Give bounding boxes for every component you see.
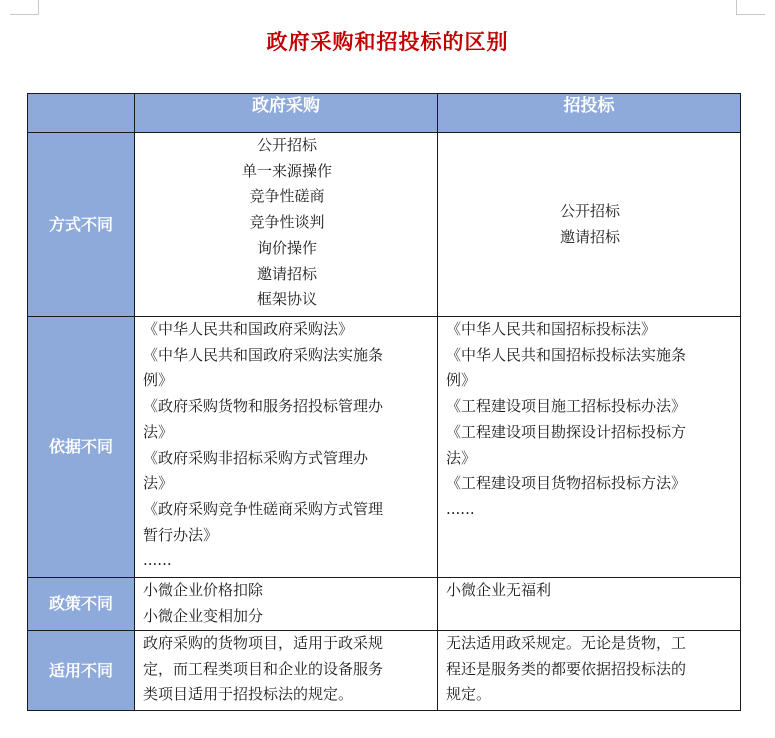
gov-basis-cell bbox=[135, 317, 438, 578]
list-item: 小微企业变相加分 bbox=[143, 606, 264, 625]
gov-method-cell bbox=[135, 133, 438, 317]
list-item: 公开招标 bbox=[559, 201, 620, 220]
list-item: 《中华人民共和国政府采购法》 bbox=[143, 320, 354, 338]
list-item: 法》 bbox=[143, 422, 174, 441]
bid-applicability-cell bbox=[438, 631, 741, 711]
bid-basis-cell bbox=[438, 317, 741, 578]
gov-applicability-cell bbox=[135, 631, 438, 711]
list-item: 小微企业价格扣除 bbox=[143, 581, 264, 599]
list-item: 例》 bbox=[143, 371, 174, 390]
list-item: 规定。 bbox=[446, 685, 492, 704]
gov-policy-cell bbox=[135, 578, 438, 631]
list-item: 竞争性磋商 bbox=[249, 187, 325, 206]
list-item: 竞争性谈判 bbox=[249, 213, 325, 232]
list-item: 例》 bbox=[446, 371, 477, 390]
list-item: 询价操作 bbox=[256, 238, 317, 257]
table-row bbox=[28, 578, 741, 631]
table-header-row bbox=[28, 94, 741, 133]
list-item: 《工程建设项目货物招标投标方法》 bbox=[446, 474, 687, 493]
page-corner-mark-right bbox=[736, 0, 765, 15]
row-label-basis: 依据不同 bbox=[28, 317, 135, 578]
list-item: 《中华人民共和国招标投标法》 bbox=[446, 320, 657, 338]
list-item: 邀请招标 bbox=[559, 227, 620, 246]
list-item: 类项目适用于招投标法的规定。 bbox=[143, 685, 354, 704]
row-label-method: 方式不同 bbox=[28, 133, 135, 317]
list-item: 无法适用政采规定。无论是货物，工 bbox=[446, 634, 687, 652]
list-item: 《政府采购货物和服务招投标管理办 bbox=[143, 397, 384, 416]
header-bidding: 招投标 bbox=[438, 94, 741, 133]
header-corner-cell bbox=[28, 94, 135, 133]
table-row bbox=[28, 631, 741, 711]
list-item: ...... bbox=[446, 499, 475, 518]
table-row bbox=[28, 133, 741, 317]
page-corner-mark-left bbox=[10, 0, 39, 15]
header-government-procurement: 政府采购 bbox=[135, 94, 438, 133]
list-item: 小微企业无福利 bbox=[446, 581, 552, 599]
list-item: ...... bbox=[143, 551, 172, 570]
list-item: 暂行办法》 bbox=[143, 525, 219, 544]
list-item: 法》 bbox=[143, 474, 174, 493]
list-item: 框架协议 bbox=[256, 290, 317, 309]
list-item: 《政府采购非招标采购方式管理办 bbox=[143, 448, 369, 467]
list-item: 程还是服务类的都要依据招投标法的 bbox=[446, 659, 687, 678]
list-item: 定，而工程类项目和企业的设备服务 bbox=[143, 659, 384, 678]
comparison-table bbox=[27, 93, 741, 711]
bid-policy-cell bbox=[438, 578, 741, 631]
list-item: 单一来源操作 bbox=[241, 161, 332, 180]
list-item: 《政府采购竞争性磋商采购方式管理 bbox=[143, 499, 384, 518]
list-item: 《中华人民共和国招标投标法实施条 bbox=[446, 345, 687, 364]
list-item: 政府采购的货物项目，适用于政采规 bbox=[143, 634, 384, 652]
document-title: 政府采购和招投标的区别 bbox=[266, 29, 509, 54]
list-item: 邀请招标 bbox=[256, 264, 317, 283]
list-item: 《工程建设项目勘探设计招标投标方 bbox=[446, 422, 687, 441]
bid-method-cell bbox=[438, 133, 741, 317]
row-label-policy: 政策不同 bbox=[28, 578, 135, 631]
list-item: 《中华人民共和国政府采购法实施条 bbox=[143, 345, 384, 364]
list-item: 《工程建设项目施工招标投标办法》 bbox=[446, 397, 687, 416]
table-row bbox=[28, 317, 741, 578]
list-item: 公开招标 bbox=[256, 136, 317, 154]
row-label-applicability: 适用不同 bbox=[28, 631, 135, 711]
list-item: 法》 bbox=[446, 448, 477, 467]
